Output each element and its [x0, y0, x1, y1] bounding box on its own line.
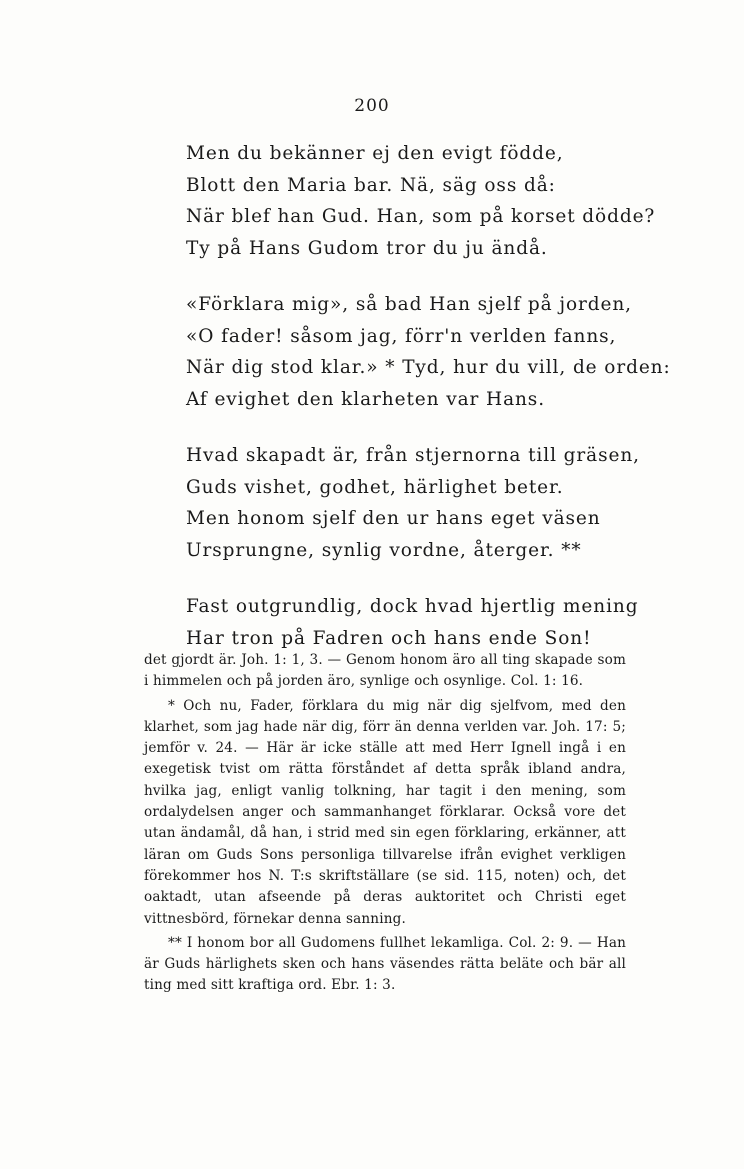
- poem-line: När dig stod klar.» * Tyd, hur du vill, de orden:: [186, 357, 671, 378]
- poem-line: Men du bekänner ej den evigt födde,: [186, 143, 564, 164]
- footnotes: [144, 650, 626, 997]
- footnote-continuation: det gjordt är. Joh. 1: 1, 3. — Genom honom äro all ting skapade som i himmelen och på jorden äro, synlige och osynlige. Col. 1: 16.: [144, 652, 626, 690]
- stanza-2: [186, 289, 671, 415]
- footnote-2: ** I honom bor all Gudomens fullhet lekamliga. Col. 2: 9. — Han är Guds härlighets sken och hans väsendes rätta beläte och bär all ting med sitt kraftiga ord. Ebr. 1: 3.: [144, 934, 626, 994]
- poem-line: Fast outgrundlig, dock hvad hjertlig mening: [186, 596, 639, 617]
- poem-line: Hvad skapadt är, från stjernorna till gräsen,: [186, 445, 640, 466]
- poem-line: Ursprungne, synlig vordne, återger. **: [186, 539, 582, 561]
- poem-line: Blott den Maria bar. Nä, säg oss då:: [186, 174, 556, 196]
- poem-line: Har tron på Fadren och hans ende Son!: [186, 627, 592, 649]
- poem-line: När blef han Gud. Han, som på korset dödde?: [186, 206, 656, 227]
- footnote-1: * Och nu, Fader, förklara du mig när dig sjelfvom, med den klarhet, som jag hade när dig, förr än denna verlden var. Joh. 17: 5; jemför v. 24. — Här är icke ställe att med Herr Ignell ingå i en exegetisk tvist om rätta förståndet af detta språk ibland andra, hvilka jag, enligt vanlig tolkning, har tagit i den mening, som ordalydelsen anger och sammanhanget förklarar. Också vore det utan ändamål, då han, i strid med sin egen förklaring, erkänner, att läran om Guds Sons personliga tillvarelse ifrån evighet verkligen förekommer hos N. T:s skriftställare (se sid. 115, noten) och, det oaktadt, utan afseende på deras auktoritet och Christi eget vittnesbörd, förnekar denna sanning.: [144, 697, 626, 927]
- poem-line: «O fader! såsom jag, förr'n verlden fanns,: [186, 325, 617, 347]
- poem-line: Men honom sjelf den ur hans eget väsen: [186, 508, 601, 529]
- stanza-3: [186, 440, 656, 566]
- poem: [186, 138, 671, 679]
- poem-line: Guds vishet, godhet, härlighet beter.: [186, 476, 564, 498]
- poem-line: Ty på Hans Gudom tror du ju ändå.: [186, 237, 548, 259]
- poem-line: «Förklara mig», så bad Han sjelf på jorden,: [186, 294, 632, 315]
- stanza-1: [186, 138, 656, 264]
- stanza-4: [186, 591, 656, 654]
- poem-line: Af evighet den klarheten var Hans.: [186, 388, 545, 410]
- page-number: 200: [354, 96, 390, 116]
